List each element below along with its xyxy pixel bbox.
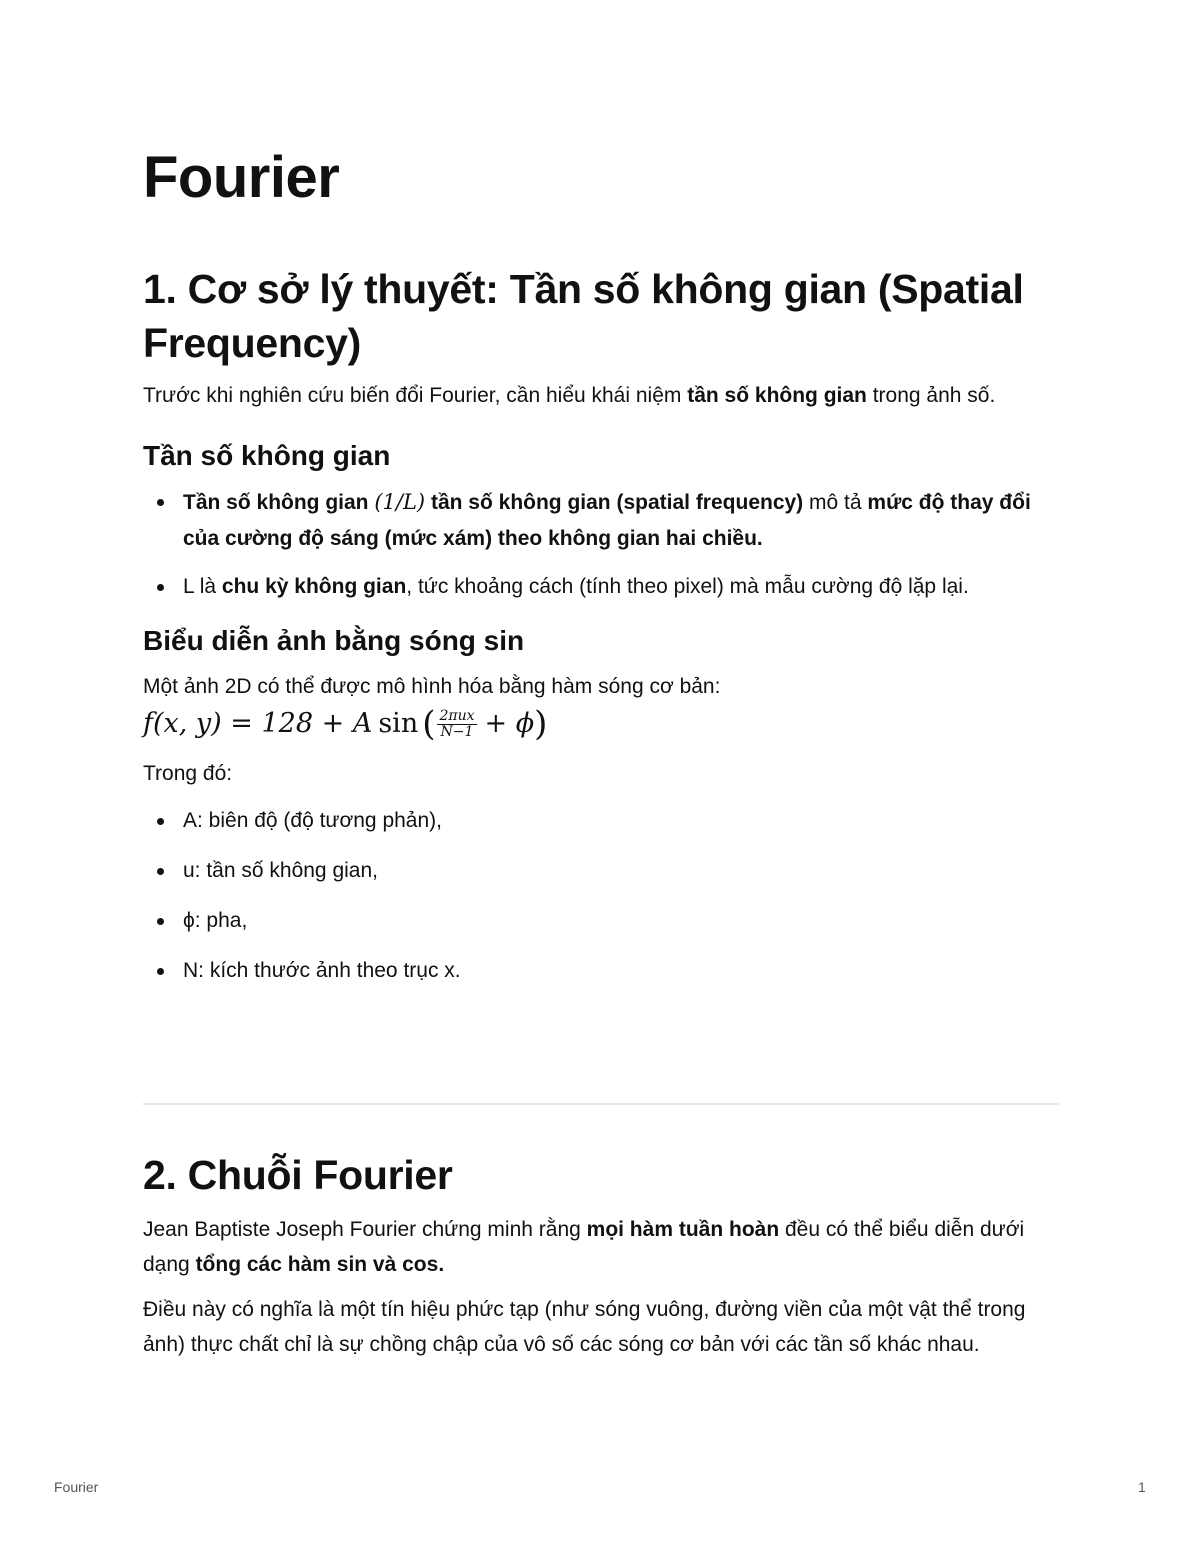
intro-bold: tần số không gian	[687, 384, 867, 407]
plain-text: đều có thể biểu diễn dưới dạng	[143, 1218, 1025, 1276]
section-theory	[143, 262, 1059, 989]
list-item: u: tần số không gian,	[143, 853, 1059, 889]
spatial-frequency-list	[143, 484, 1059, 605]
list-item: ϕ: pha,	[143, 903, 1059, 939]
formula-sin: sin	[378, 708, 419, 739]
section-2-heading: 2. Chuỗi Fourier	[143, 1152, 453, 1198]
section-1-heading: 1. Cơ sở lý thuyết: Tần số không gian (Spatial Frequency)	[143, 266, 1024, 366]
bold-text: tần số không gian (spatial frequency)	[425, 491, 804, 514]
divider	[143, 1103, 1059, 1105]
plain-text: L là	[183, 575, 222, 598]
list-item: N: kích thước ảnh theo trục x.	[143, 953, 1059, 989]
list-item	[143, 484, 1059, 557]
page-title: Fourier	[143, 145, 340, 210]
formula-paren-close: )	[534, 704, 548, 744]
subsection-spatial-frequency-heading: Tần số không gian	[143, 440, 391, 471]
formula-paren-open: (	[422, 704, 436, 744]
subsection-sine-heading: Biểu diễn ảnh bằng sóng sin	[143, 625, 525, 656]
list-item: A: biên độ (độ tương phản),	[143, 803, 1059, 839]
fraction-numerator: 2πux	[439, 707, 475, 724]
sine-formula	[143, 704, 1059, 744]
footer-title: Fourier	[54, 1479, 99, 1495]
math-inline: (1/L)	[374, 490, 426, 514]
list-item	[143, 569, 1059, 605]
sine-intro: Một ảnh 2D có thể được mô hình hóa bằng hàm sóng cơ bản:	[143, 675, 721, 698]
bold-text: tổng các hàm sin và cos.	[195, 1253, 445, 1276]
bold-text: chu kỳ không gian	[221, 575, 407, 598]
plain-text: Jean Baptiste Joseph Fourier chứng minh rằng	[143, 1218, 587, 1241]
plain-text: , tức khoảng cách (tính theo pixel) mà mẫu cường độ lặp lại.	[406, 575, 969, 598]
bold-text: mọi hàm tuần hoàn	[586, 1218, 780, 1241]
section-2-paragraph-1	[143, 1212, 1059, 1282]
page-number: 1	[1138, 1479, 1146, 1495]
section-fourier-series	[143, 1148, 1059, 1362]
section-2-paragraph-2: Điều này có nghĩa là một tín hiệu phức tạp (như sóng vuông, đường viền của một vật thể trong ảnh) thực chất chỉ là sự chồng chập của vô số các sóng cơ bản với các tần số khác nhau.	[143, 1298, 1026, 1356]
plain-text: mô tả	[803, 491, 868, 514]
formula-fraction	[437, 709, 476, 740]
section-1-intro	[143, 378, 1059, 413]
formula-tail: + ϕ	[484, 708, 535, 739]
intro-text-end: trong ảnh số.	[866, 384, 996, 407]
bold-text: mức độ thay đổi của cường độ sáng (mức xám) theo không gian hai chiều.	[183, 491, 1031, 550]
variables-list	[143, 803, 1059, 989]
fraction-denominator: N−1	[440, 723, 474, 740]
bold-text: Tần số không gian	[183, 491, 375, 514]
formula-left: f(x, y) = 128 + A	[143, 708, 373, 739]
where-label: Trong đó:	[143, 762, 233, 785]
intro-text: Trước khi nghiên cứu biến đổi Fourier, cần hiểu khái niệm	[143, 384, 688, 407]
